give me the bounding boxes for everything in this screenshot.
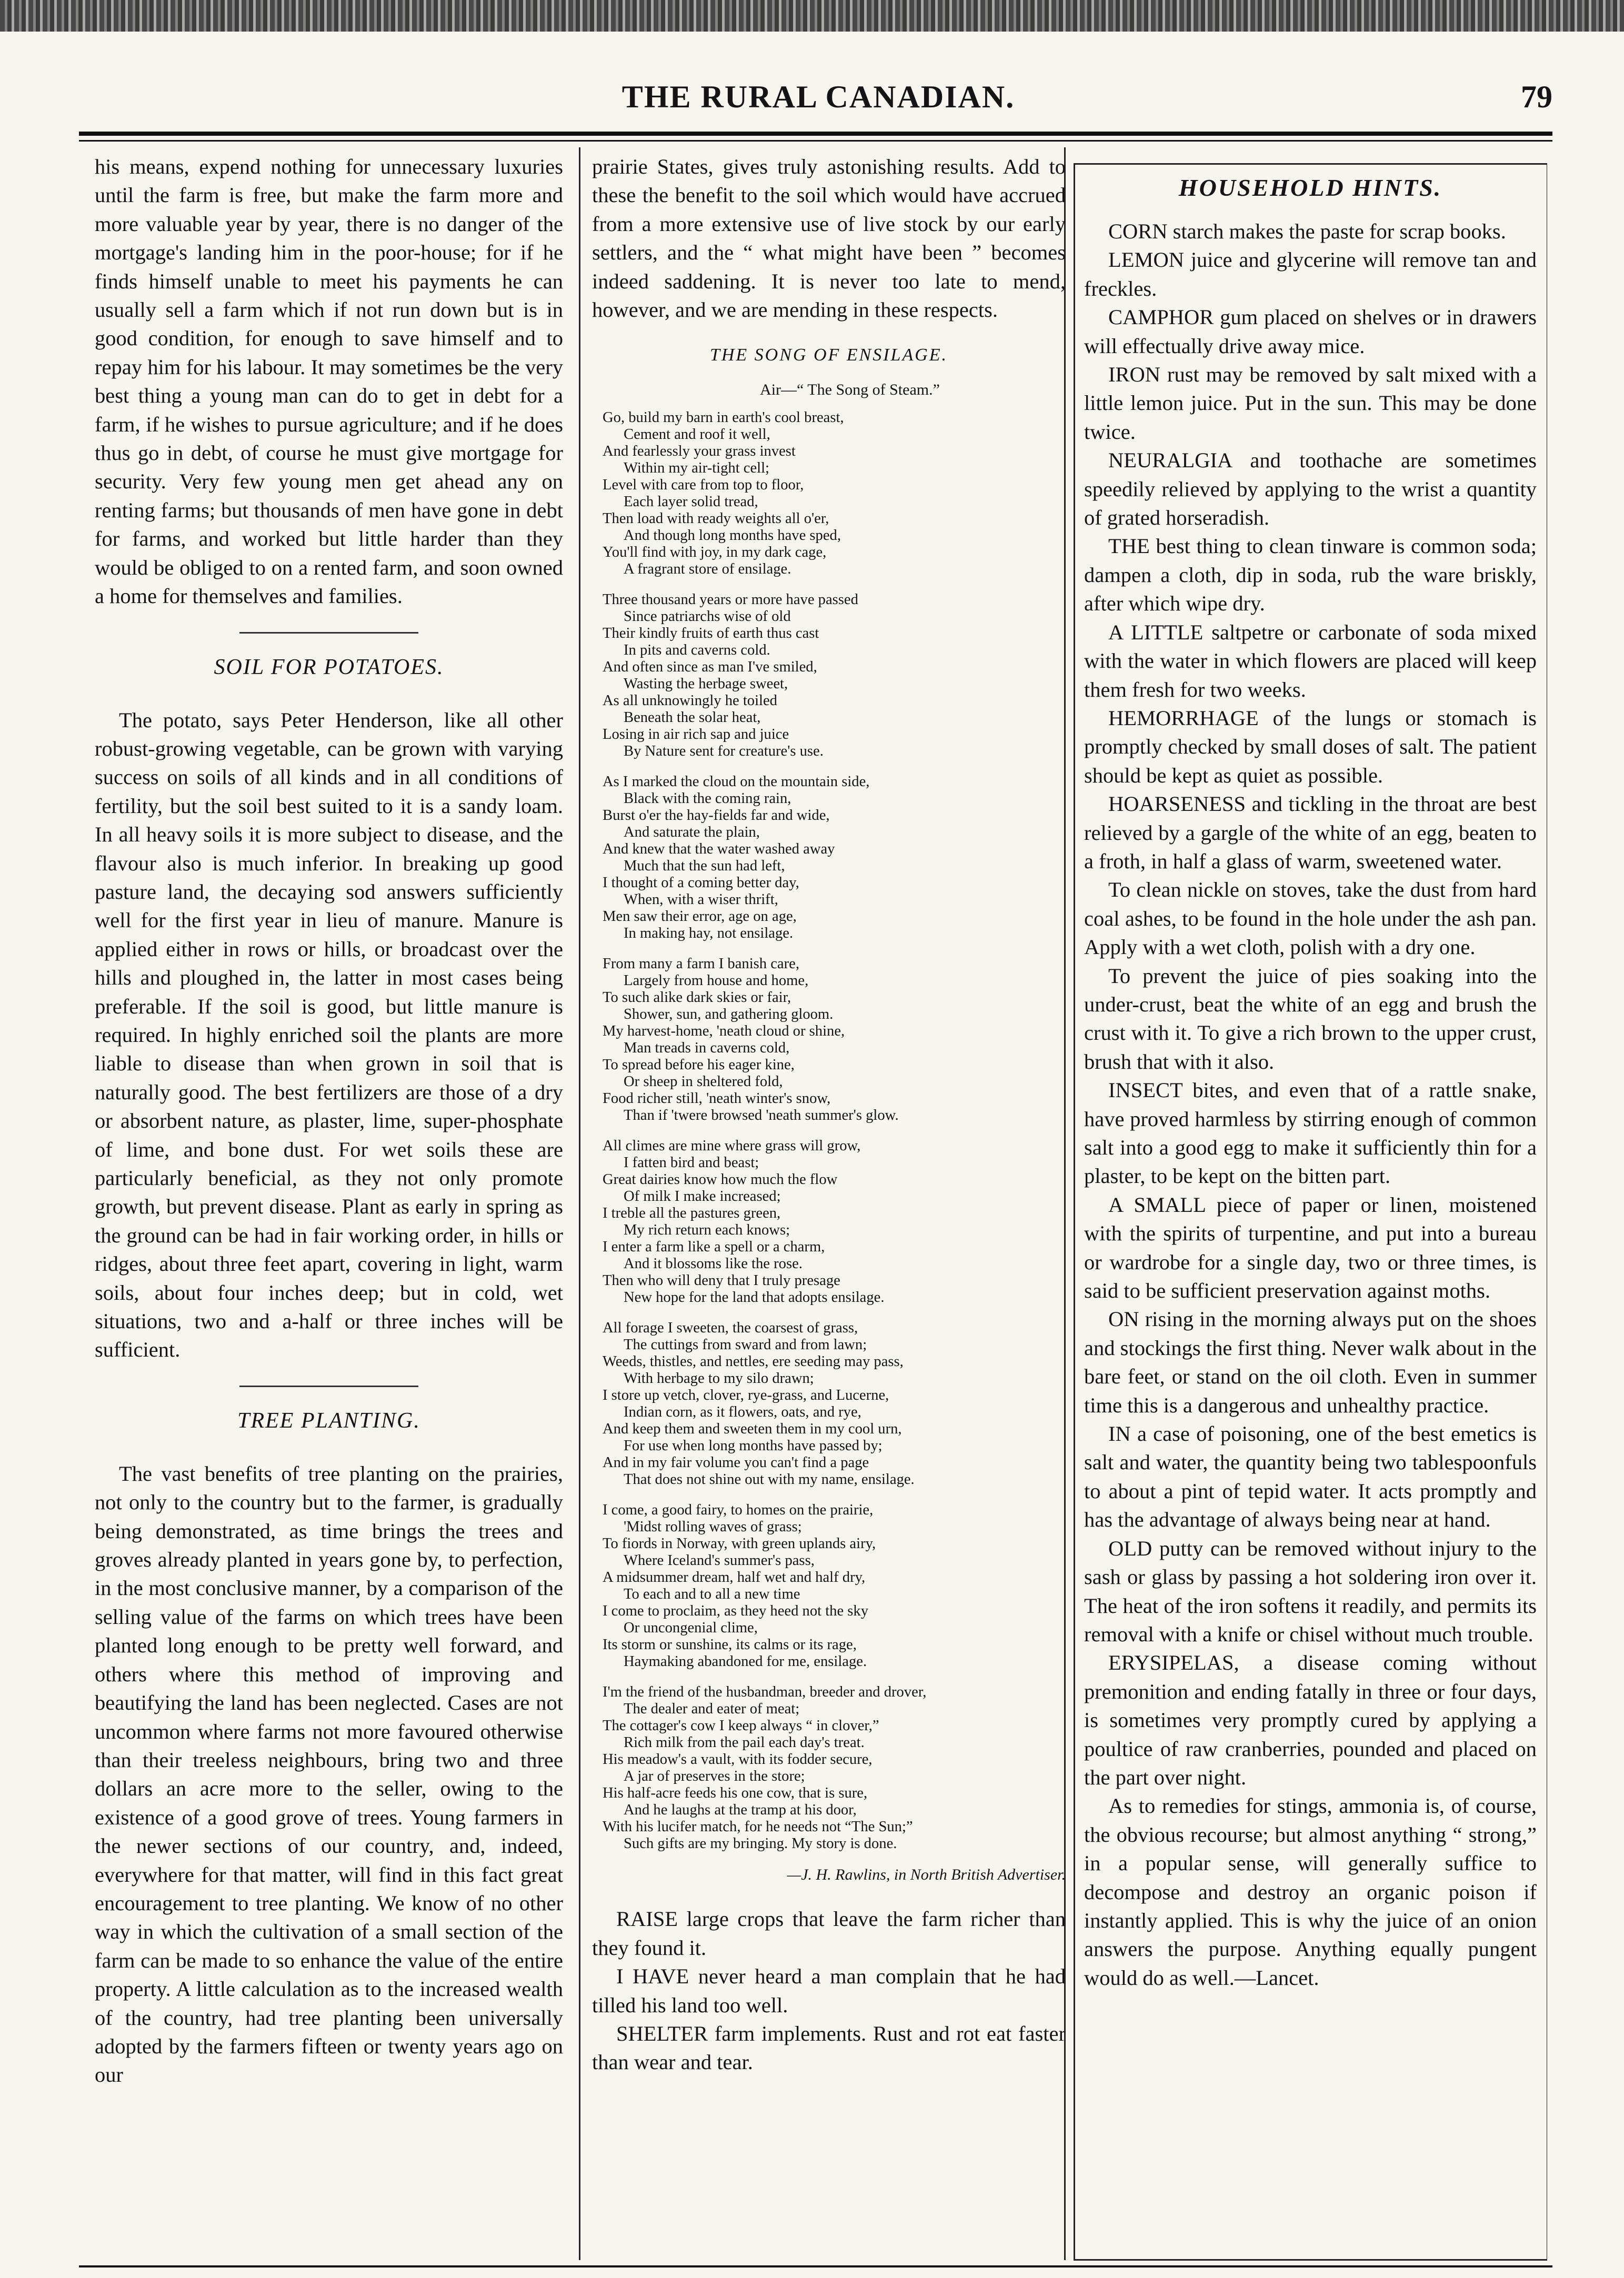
poem-stanza — [603, 591, 1066, 760]
bottom-rule — [79, 2265, 1552, 2267]
page-number: 79 — [1521, 79, 1552, 114]
masthead — [84, 79, 1552, 126]
poem-line: With herbage to my silo drawn; — [624, 1370, 814, 1387]
poem-line: I treble all the pastures green, — [603, 1205, 781, 1222]
soil-article: The potato, says Peter Henderson, like all other robust-growing vegetable, can be grown with varying success on soils of all kinds and in all conditions of fertility, but the soil best suited to it is a sandy loam. In all heavy soils it is more subject to disease, and the flavour also is much inferior. In breaking up good pasture land, the decaying sod answers sufficiently well for the first year in lieu of manure. Manure is applied either in rows or hills, or broadcast over the hills and ploughed in, the latter in most cases being preferable. If the soil is good, but little manure is required. In highly enriched soil the plants are more liable to disease than when grown in soil that is naturally good. The best fertilizers are those of a dry or absorbent nature, as plaster, lime, super-phosphate of lime, and bone dust. For wet soils these are particularly beneficial, as they not only promote growth, but prevent disease. Plant as early in spring as the ground can be had in fair working order, in hills or ridges, about three feet apart, covering in light, warm soils, about four inches deep; but in cold, wet situations, two and a-half or three inches will be sufficient. — [95, 708, 563, 1362]
poem-line: Black with the coming rain, — [624, 790, 791, 807]
poem-line: And fearlessly your grass invest — [603, 443, 796, 460]
hint-paragraph: NEURALGIA and toothache are sometimes speedily relieved by applying to the wrist a quantity of grated horseradish. — [1084, 448, 1537, 530]
poem-line: Then who will deny that I truly presage — [603, 1272, 840, 1289]
newspaper-title: THE RURAL CANADIAN. — [621, 79, 1015, 114]
poem-stanza — [603, 1684, 1066, 1852]
hint-paragraph: IRON rust may be removed by salt mixed with a little lemon juice. Put in the sun. This may be done twice. — [1084, 363, 1537, 444]
hint-paragraph: To clean nickle on stoves, take the dust from hard coal ashes, to be found in the hole under the ash pan. Apply with a wet cloth, polish with a dry one. — [1084, 878, 1537, 959]
poem-line: Three thousand years or more have passed — [603, 591, 858, 608]
poem-line: I fatten bird and beast; — [624, 1155, 759, 1171]
poem-line: New hope for the land that adopts ensilage. — [624, 1289, 885, 1306]
poem-line: Men saw their error, age on age, — [603, 908, 797, 925]
hint-paragraph: ON rising in the morning always put on the shoes and stockings the first thing. Never walk about in the bare feet, or stand on the oil cloth. Even in summer time this is a dangerous and unhealthy practice. — [1084, 1307, 1537, 1417]
hint-paragraph: IN a case of poisoning, one of the best emetics is salt and water, the quantity being two tablespoonfuls to about a pint of tepid water. It acts promptly and has the advantage of always being near at hand. — [1084, 1422, 1537, 1532]
poem-line: To spread before his eager kine, — [603, 1057, 795, 1073]
poem-line: To fiords in Norway, with green uplands airy, — [603, 1536, 876, 1552]
poem-line: Losing in air rich sap and juice — [603, 726, 789, 743]
poem-stanza — [603, 1138, 1066, 1306]
poem-line: From many a farm I banish care, — [603, 956, 799, 972]
column-rule-1 — [579, 147, 580, 2260]
hint-paragraph: OLD putty can be removed without injury to the sash or glass by passing a hot soldering iron over it. The heat of the iron softens it readily, and permits its removal with a knife or chisel without much trouble. — [1084, 1536, 1537, 1646]
poem-air: Air—“ The Song of Steam.” — [760, 381, 940, 399]
poem-line: And though long months have sped, — [624, 527, 841, 544]
poem-line: Burst o'er the hay-fields far and wide, — [603, 807, 830, 824]
poem-line: And he laughs at the tramp at his door, — [624, 1802, 857, 1819]
poem-line: I come to proclaim, as they heed not the sky — [603, 1603, 869, 1620]
poem-line: I'm the friend of the husbandman, breeder and drover, — [603, 1684, 927, 1701]
poem-line: All climes are mine where grass will grow, — [603, 1138, 861, 1155]
poem-stanza — [603, 409, 1066, 578]
tree-heading: TREE PLANTING. — [237, 1408, 420, 1433]
poem-line: Where Iceland's summer's pass, — [624, 1552, 815, 1569]
hint-paragraph: As to remedies for stings, ammonia is, of course, the obvious recourse; but almost anything “ strong,” in a popular sense, will generally suffice to decompose and destroy an organic poison if instantly applied. This is why the juice of an onion answers the purpose. Anything equally pungent would do as well.—Lancet. — [1084, 1794, 1537, 1990]
poem-line: I come, a good fairy, to homes on the prairie, — [603, 1502, 874, 1519]
poem-line: All forage I sweeten, the coarsest of grass, — [603, 1320, 858, 1337]
poem-line: Cement and roof it well, — [624, 426, 770, 443]
poem-line: You'll find with joy, in my dark cage, — [603, 544, 827, 561]
poem-line: And saturate the plain, — [624, 824, 760, 841]
poem-line: In pits and caverns cold. — [624, 642, 770, 659]
poem-line: And it blossoms like the rose. — [624, 1256, 803, 1272]
poem-line: I thought of a coming better day, — [603, 875, 799, 891]
poem-line: And often since as man I've smiled, — [603, 659, 817, 676]
poem-line: Largely from house and home, — [624, 972, 809, 989]
poem-line: For use when long months have passed by; — [624, 1438, 883, 1454]
poem-line: Than if 'twere browsed 'neath summer's glow. — [624, 1107, 899, 1124]
have-paragraph: I HAVE never heard a man complain that he had tilled his land too well. — [592, 1964, 1066, 2017]
poem-line: And in my fair volume you can't find a page — [603, 1454, 869, 1471]
poem-line: Level with care from top to floor, — [603, 477, 804, 494]
poem-line: Weeds, thistles, and nettles, ere seeding may pass, — [603, 1353, 904, 1370]
poem-line: His meadow's a vault, with its fodder secure, — [603, 1751, 873, 1768]
poem-line: As all unknowingly he toiled — [603, 693, 777, 709]
household-hints-heading: HOUSEHOLD HINTS. — [1178, 174, 1442, 201]
poem-line: Of milk I make increased; — [624, 1188, 781, 1205]
hint-paragraph: HEMORRHAGE of the lungs or stomach is promptly checked by small doses of salt. The patient should be kept as quiet as possible. — [1084, 706, 1537, 787]
poem-stanza — [603, 1502, 1066, 1670]
section-separator — [239, 632, 418, 634]
poem-line: I enter a farm like a spell or a charm, — [603, 1239, 825, 1256]
poem-line: In making hay, not ensilage. — [624, 925, 794, 942]
poem-line: Such gifts are my bringing. My story is done. — [624, 1835, 897, 1852]
hint-paragraph: THE best thing to clean tinware is common soda; dampen a cloth, dip in soda, rub the ware briskly, after which wipe dry. — [1084, 534, 1537, 616]
poem-line: By Nature sent for creature's use. — [624, 743, 824, 760]
poem-stanza — [603, 1320, 1066, 1488]
poem-line: And knew that the water washed away — [603, 841, 835, 858]
poem-line: Or uncongenial clime, — [624, 1620, 758, 1637]
continuation-paragraph: prairie States, gives truly astonishing results. Add to these the benefit to the soil which would have accrued from a more extensive use of live stock by our early settlers, and the “ what might have been ” becomes indeed saddening. It is never too late to mend, however, and we are mending in these respects. — [592, 155, 1066, 322]
poem-line: As I marked the cloud on the mountain side, — [603, 774, 870, 790]
poem-line: Then load with ready weights all o'er, — [603, 510, 829, 527]
poem-line: Man treads in caverns cold, — [624, 1040, 790, 1057]
poem-line: When, with a wiser thrift, — [624, 891, 778, 908]
poem-line: Indian corn, as it flowers, oats, and rye, — [624, 1404, 861, 1421]
masthead-rule-thick — [79, 132, 1552, 136]
poem — [592, 409, 1066, 1852]
column-left — [95, 153, 563, 2263]
column-middle — [592, 153, 1066, 2263]
poem-line: Much that the sun had left, — [624, 858, 785, 875]
hint-paragraph: ERYSIPELAS, a disease coming without premonition and ending fatally in three or four days, is sometimes very promptly cured by applying a poultice of raw cranberries, pounded and placed on the part over night. — [1084, 1651, 1537, 1789]
section-separator — [239, 1386, 418, 1387]
poem-line: Since patriarchs wise of old — [624, 608, 791, 625]
poem-line: A jar of preserves in the store; — [624, 1768, 805, 1785]
hint-paragraph: CAMPHOR gum placed on shelves or in drawers will effectually drive away mice. — [1084, 305, 1537, 358]
poem-line: My rich return each knows; — [624, 1222, 790, 1239]
poem-line: Within my air-tight cell; — [624, 460, 770, 477]
poem-line: And keep them and sweeten them in my cool urn, — [603, 1421, 902, 1438]
poem-line: I store up vetch, clover, rye-grass, and Lucerne, — [603, 1387, 889, 1404]
poem-line: To each and to all a new time — [624, 1586, 800, 1603]
poem-line: Go, build my barn in earth's cool breast, — [603, 409, 844, 426]
poem-stanza — [603, 774, 1066, 942]
poem-line: To such alike dark skies or fair, — [603, 989, 791, 1006]
poem-line: Each layer solid tread, — [624, 494, 758, 510]
poem-line: Its storm or sunshine, its calms or its rage, — [603, 1637, 857, 1653]
soil-heading: SOIL FOR POTATOES. — [214, 655, 444, 679]
poem-line: Shower, sun, and gathering gloom. — [624, 1006, 834, 1023]
hint-paragraph: CORN starch makes the paste for scrap books. — [1108, 219, 1506, 243]
poem-line: 'Midst rolling waves of grass; — [624, 1519, 802, 1536]
shelter-paragraph: SHELTER farm implements. Rust and rot eat faster than wear and tear. — [592, 2022, 1066, 2074]
poem-line: The cottager's cow I keep always “ in clover,” — [603, 1718, 879, 1734]
poem-line: A fragrant store of ensilage. — [624, 561, 791, 578]
poem-credit: —J. H. Rawlins, in North British Advertiser. — [787, 1866, 1066, 1884]
hint-paragraph: A SMALL piece of paper or linen, moistened with the spirits of turpentine, and put into a bureau or wardrobe for a single day, two or three times, is said to be sufficient preservation against moths. — [1084, 1192, 1537, 1303]
hint-paragraph: INSECT bites, and even that of a rattle snake, have proved harmless by stirring enough of common salt into a good egg to make it sufficiently thin for a plaster, to be kept on the bitten part. — [1084, 1078, 1537, 1188]
poem-line: Or sheep in sheltered fold, — [624, 1073, 783, 1090]
masthead-rule-thin — [79, 140, 1552, 142]
poem-stanza — [603, 956, 1066, 1124]
poem-line: That does not shine out with my name, ensilage. — [624, 1471, 915, 1488]
poem-line: Rich milk from the pail each day's treat. — [624, 1734, 865, 1751]
poem-line: The cuttings from sward and from lawn; — [624, 1337, 867, 1353]
poem-line: Haymaking abandoned for me, ensilage. — [624, 1653, 867, 1670]
poem-line: Their kindly fruits of earth thus cast — [603, 625, 819, 642]
poem-line: With his lucifer match, for he needs not “The Sun;” — [603, 1819, 913, 1835]
column-right — [1074, 153, 1547, 2263]
scan-edge-noise — [0, 0, 1624, 32]
poem-line: His half-acre feeds his one cow, that is sure, — [603, 1785, 868, 1802]
tree-article: The vast benefits of tree planting on the prairies, not only to the country but to the farmer, is gradually being demonstrated, as time brings the trees and groves already planted in years gone by, to perfection, in the most conclusive manner, by a comparison of the selling value of the farms on which trees have been planted long enough to be pretty well forward, and others where this method of improving and beautifying the land has been neglected. Cases are not uncommon where farms not more favoured otherwise than their treeless neighbours, bring two and three dollars an acre more to the seller, owing to the existence of a good grove of trees. Young farmers in the newer sections of our country, and, indeed, everywhere for that matter, will find in this fact great encouragement to tree planting. We know of no other way in which the cultivation of a small section of the farm can be made to so enhance the value of the entire property. A little calculation as to the increased wealth of the country, had tree planting been universally adopted by the farmers fifteen or twenty years ago on our — [95, 1461, 563, 2087]
poem-line: Great dairies know how much the flow — [603, 1171, 838, 1188]
poem-line: The dealer and eater of meat; — [624, 1701, 800, 1718]
poem-line: Beneath the solar heat, — [624, 709, 761, 726]
hint-paragraph: A LITTLE saltpetre or carbonate of soda mixed with the water in which flowers are placed will keep them fresh for two weeks. — [1084, 620, 1537, 701]
raise-paragraph: RAISE large crops that leave the farm richer than they found it. — [592, 1907, 1066, 1960]
hint-paragraph: LEMON juice and glycerine will remove tan and freckles. — [1084, 248, 1537, 300]
hint-paragraph: HOARSENESS and tickling in the throat are best relieved by a gargle of the white of an egg, beaten to a froth, in half a glass of warm, sweetened water. — [1084, 792, 1537, 873]
poem-title: THE SONG OF ENSILAGE. — [709, 345, 948, 365]
poem-line: Wasting the herbage sweet, — [624, 676, 788, 693]
hint-paragraph: To prevent the juice of pies soaking into the under-crust, beat the white of an egg and brush the crust with it. To give a rich brown to the upper crust, brush that with it also. — [1084, 964, 1537, 1073]
household-hints-list — [1084, 217, 1537, 1992]
intro-paragraph: his means, expend nothing for unnecessary luxuries until the farm is free, but make the farm more and more valuable year by year, there is no danger of the mortgage's landing him in the poor-house; for if he finds himself unable to meet his payments he can usually sell a farm which if not run down but is in good condition, for enough to save himself and to repay him for his labour. It may sometimes be the very best thing a young man can do to get in debt for a farm, if he wishes to pursue agriculture; and if he does thus go in debt, of course he must give mortgage for security. Very few young men get ahead any on renting farms; but thousands of men have gone in debt for farms, and worked but little harder than they would be obliged to on a rented farm, and soon owned a home for themselves and families. — [95, 155, 563, 608]
poem-line: A midsummer dream, half wet and half dry, — [603, 1569, 866, 1586]
poem-line: Food richer still, 'neath winter's snow, — [603, 1090, 831, 1107]
poem-line: My harvest-home, 'neath cloud or shine, — [603, 1023, 845, 1040]
